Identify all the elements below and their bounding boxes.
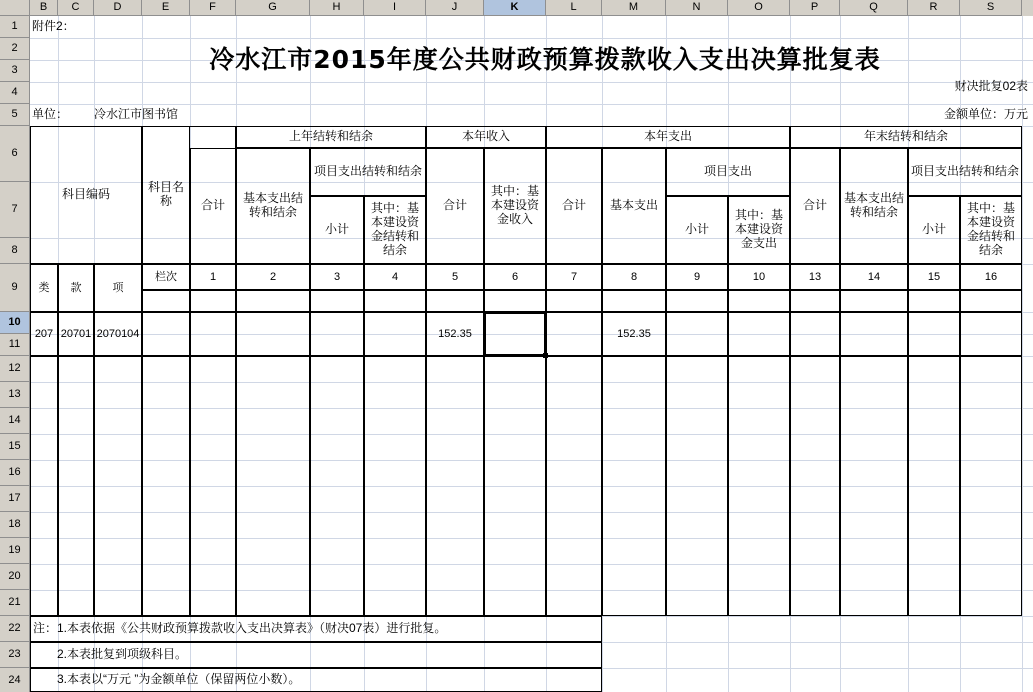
row-header-8[interactable]: 8 bbox=[0, 238, 30, 264]
colnum-1: 1 bbox=[190, 264, 236, 290]
body-col-class[interactable] bbox=[30, 356, 58, 616]
column-header-H[interactable]: H bbox=[310, 0, 364, 16]
colnum-7: 7 bbox=[546, 264, 602, 290]
spacer-r9-c13 bbox=[790, 290, 840, 312]
body-col-16[interactable] bbox=[960, 356, 1022, 616]
row-header-2[interactable]: 2 bbox=[0, 38, 30, 60]
column-number-label: 栏次 bbox=[142, 264, 190, 290]
row-header-18[interactable]: 18 bbox=[0, 512, 30, 538]
header-project-expense-carryover: 项目支出结转和结余 bbox=[310, 148, 426, 196]
column-header-Q[interactable]: Q bbox=[840, 0, 908, 16]
table-row-c7[interactable] bbox=[546, 312, 602, 356]
page-title: 冷水江市2015年度公共财政预算拨款收入支出决算批复表 bbox=[209, 44, 881, 74]
column-header-K[interactable]: K bbox=[484, 0, 546, 16]
form-code: 财决批复02表 bbox=[954, 79, 1028, 94]
header-income-total: 合计 bbox=[426, 148, 484, 264]
colnum-4: 4 bbox=[364, 264, 426, 290]
body-col-15[interactable] bbox=[908, 356, 960, 616]
header-yearend-project-carryover: 项目支出结转和结余 bbox=[908, 148, 1022, 196]
spacer-r9-c8 bbox=[602, 290, 666, 312]
body-col-13[interactable] bbox=[790, 356, 840, 616]
column-header-G[interactable]: G bbox=[236, 0, 310, 16]
row-header-23[interactable]: 23 bbox=[0, 642, 30, 668]
spacer-r9-c7 bbox=[546, 290, 602, 312]
header-yearend-basic-carryover: 基本支出结转和结余 bbox=[840, 148, 908, 264]
spacer-r9-c16 bbox=[960, 290, 1022, 312]
spacer-r9-c-name bbox=[142, 290, 190, 312]
group-header-last-year-carryover: 上年结转和结余 bbox=[236, 126, 426, 148]
row-header-1[interactable]: 1 bbox=[0, 16, 30, 38]
colnum-15: 15 bbox=[908, 264, 960, 290]
column-header-M[interactable]: M bbox=[602, 0, 666, 16]
spacer-r9-c2 bbox=[236, 290, 310, 312]
table-row-c6[interactable] bbox=[484, 312, 546, 356]
select-all-corner[interactable] bbox=[0, 0, 30, 16]
header-expense-subtotal: 小计 bbox=[666, 196, 728, 264]
header-subject-code: 科目编码 bbox=[30, 126, 142, 264]
row-header-6[interactable]: 6 bbox=[0, 126, 30, 182]
spacer-r9-c3 bbox=[310, 290, 364, 312]
row-header-3[interactable]: 3 bbox=[0, 60, 30, 82]
body-col-8[interactable] bbox=[602, 356, 666, 616]
attachment-label: 附件2： bbox=[32, 19, 75, 34]
spacer-r9-c15 bbox=[908, 290, 960, 312]
column-header-O[interactable]: O bbox=[728, 0, 790, 16]
column-header-D[interactable]: D bbox=[94, 0, 142, 16]
row-header-17[interactable]: 17 bbox=[0, 486, 30, 512]
body-col-6[interactable] bbox=[484, 356, 546, 616]
table-row-c15[interactable] bbox=[908, 312, 960, 356]
row-header-14[interactable]: 14 bbox=[0, 408, 30, 434]
row-header-24[interactable]: 24 bbox=[0, 668, 30, 692]
table-row-c16[interactable] bbox=[960, 312, 1022, 356]
colnum-2: 2 bbox=[236, 264, 310, 290]
row-header-22[interactable]: 22 bbox=[0, 616, 30, 642]
body-col-1[interactable] bbox=[190, 356, 236, 616]
header-yearend-total: 合计 bbox=[790, 148, 840, 264]
body-col-kuan[interactable] bbox=[58, 356, 94, 616]
code-subhead-class: 类 bbox=[30, 264, 58, 312]
row-header-19[interactable]: 19 bbox=[0, 538, 30, 564]
header-basic-expense: 基本支出 bbox=[602, 148, 666, 264]
row-header-21[interactable]: 21 bbox=[0, 590, 30, 616]
colnum-13: 13 bbox=[790, 264, 840, 290]
spacer-r9-c10 bbox=[728, 290, 790, 312]
spacer-r9-c5 bbox=[426, 290, 484, 312]
body-col-14[interactable] bbox=[840, 356, 908, 616]
colnum-3: 3 bbox=[310, 264, 364, 290]
table-row-name[interactable] bbox=[142, 312, 190, 356]
unit-label: 单位： bbox=[32, 107, 69, 122]
table-row-c9[interactable] bbox=[666, 312, 728, 356]
column-header-S[interactable]: S bbox=[960, 0, 1022, 16]
row-header-11[interactable]: 11 bbox=[0, 334, 30, 356]
header-income-capital: 其中：基本建设资金收入 bbox=[484, 148, 546, 264]
body-col-xiang[interactable] bbox=[94, 356, 142, 616]
table-row-c10[interactable] bbox=[728, 312, 790, 356]
body-col-2[interactable] bbox=[236, 356, 310, 616]
group-header-year-end-carryover: 年末结转和结余 bbox=[790, 126, 1022, 148]
column-header-B[interactable]: B bbox=[30, 0, 58, 16]
table-row-c1[interactable] bbox=[190, 312, 236, 356]
table-row-c5[interactable]: 152.35 bbox=[426, 312, 484, 356]
note-1: 注：1.本表依据《公共财政预算拨款收入支出决算表》（财决07表）进行批复。 bbox=[30, 616, 602, 642]
colnum-5: 5 bbox=[426, 264, 484, 290]
column-header-F[interactable]: F bbox=[190, 0, 236, 16]
header-project-expense: 项目支出 bbox=[666, 148, 790, 196]
column-header-N[interactable]: N bbox=[666, 0, 728, 16]
fill-handle[interactable] bbox=[543, 353, 548, 358]
grid-area[interactable] bbox=[30, 16, 1033, 692]
table-row-class[interactable]: 207 bbox=[30, 312, 58, 356]
row-header-9[interactable]: 9 bbox=[0, 264, 30, 312]
colnum-14: 14 bbox=[840, 264, 908, 290]
group-header-current-year-expense: 本年支出 bbox=[546, 126, 790, 148]
column-header-L[interactable]: L bbox=[546, 0, 602, 16]
spacer-r9-c14 bbox=[840, 290, 908, 312]
spacer-r9-c9 bbox=[666, 290, 728, 312]
row-header-15[interactable]: 15 bbox=[0, 434, 30, 460]
body-col-3[interactable] bbox=[310, 356, 364, 616]
header-expense-total: 合计 bbox=[546, 148, 602, 264]
row-header-12[interactable]: 12 bbox=[0, 356, 30, 382]
body-col-5[interactable] bbox=[426, 356, 484, 616]
row-header-5[interactable]: 5 bbox=[0, 104, 30, 126]
row-header-4[interactable]: 4 bbox=[0, 82, 30, 104]
row-header-16[interactable]: 16 bbox=[0, 460, 30, 486]
column-header-R[interactable]: R bbox=[908, 0, 960, 16]
group-header-current-year-income: 本年收入 bbox=[426, 126, 546, 148]
colnum-6: 6 bbox=[484, 264, 546, 290]
code-subhead-xiang: 项 bbox=[94, 264, 142, 312]
unit-value: 冷水江市图书馆 bbox=[94, 107, 179, 122]
row-header-10[interactable]: 10 bbox=[0, 312, 30, 334]
amount-unit: 金额单位：万元 bbox=[943, 107, 1028, 122]
table-row-c3[interactable] bbox=[310, 312, 364, 356]
colnum-8: 8 bbox=[602, 264, 666, 290]
header-yearend-subtotal: 小计 bbox=[908, 196, 960, 264]
column-header-C[interactable]: C bbox=[58, 0, 94, 16]
colnum-9: 9 bbox=[666, 264, 728, 290]
row-header-20[interactable]: 20 bbox=[0, 564, 30, 590]
header-carryover-capital: 其中：基本建设资金结转和结余 bbox=[364, 196, 426, 264]
column-header-E[interactable]: E bbox=[142, 0, 190, 16]
header-carryover-total: 合计 bbox=[190, 148, 236, 264]
body-col-10[interactable] bbox=[728, 356, 790, 616]
note-2: 2.本表批复到项级科目。 bbox=[30, 642, 602, 668]
table-row-c8[interactable]: 152.35 bbox=[602, 312, 666, 356]
body-col-9[interactable] bbox=[666, 356, 728, 616]
body-col-4[interactable] bbox=[364, 356, 426, 616]
table-row-c2[interactable] bbox=[236, 312, 310, 356]
spacer-r9-c1 bbox=[190, 290, 236, 312]
column-header-J[interactable]: J bbox=[426, 0, 484, 16]
row-header-13[interactable]: 13 bbox=[0, 382, 30, 408]
header-carryover-subtotal: 小计 bbox=[310, 196, 364, 264]
body-col-name[interactable] bbox=[142, 356, 190, 616]
column-header-row[interactable] bbox=[0, 0, 1033, 16]
row-header-7[interactable]: 7 bbox=[0, 182, 30, 238]
colnum-16: 16 bbox=[960, 264, 1022, 290]
table-row-c4[interactable] bbox=[364, 312, 426, 356]
column-header-I[interactable]: I bbox=[364, 0, 426, 16]
header-expense-capital: 其中：基本建设资金支出 bbox=[728, 196, 790, 264]
colnum-10: 10 bbox=[728, 264, 790, 290]
row-header-column[interactable] bbox=[0, 16, 30, 692]
code-subhead-kuan: 款 bbox=[58, 264, 94, 312]
table-row-xiang[interactable]: 2070104 bbox=[94, 312, 142, 356]
spacer-r9-c4 bbox=[364, 290, 426, 312]
column-header-P[interactable]: P bbox=[790, 0, 840, 16]
note-3: 3.本表以“万元 ”为金额单位（保留两位小数）。 bbox=[30, 668, 602, 692]
header-basic-expense-carryover: 基本支出结转和结余 bbox=[236, 148, 310, 264]
table-row-c14[interactable] bbox=[840, 312, 908, 356]
header-subject-name: 科目名称 bbox=[142, 126, 190, 264]
spacer-r9-c6 bbox=[484, 290, 546, 312]
body-col-7[interactable] bbox=[546, 356, 602, 616]
table-row-c13[interactable] bbox=[790, 312, 840, 356]
table-row-kuan[interactable]: 20701 bbox=[58, 312, 94, 356]
header-yearend-capital: 其中：基本建设资金结转和结余 bbox=[960, 196, 1022, 264]
